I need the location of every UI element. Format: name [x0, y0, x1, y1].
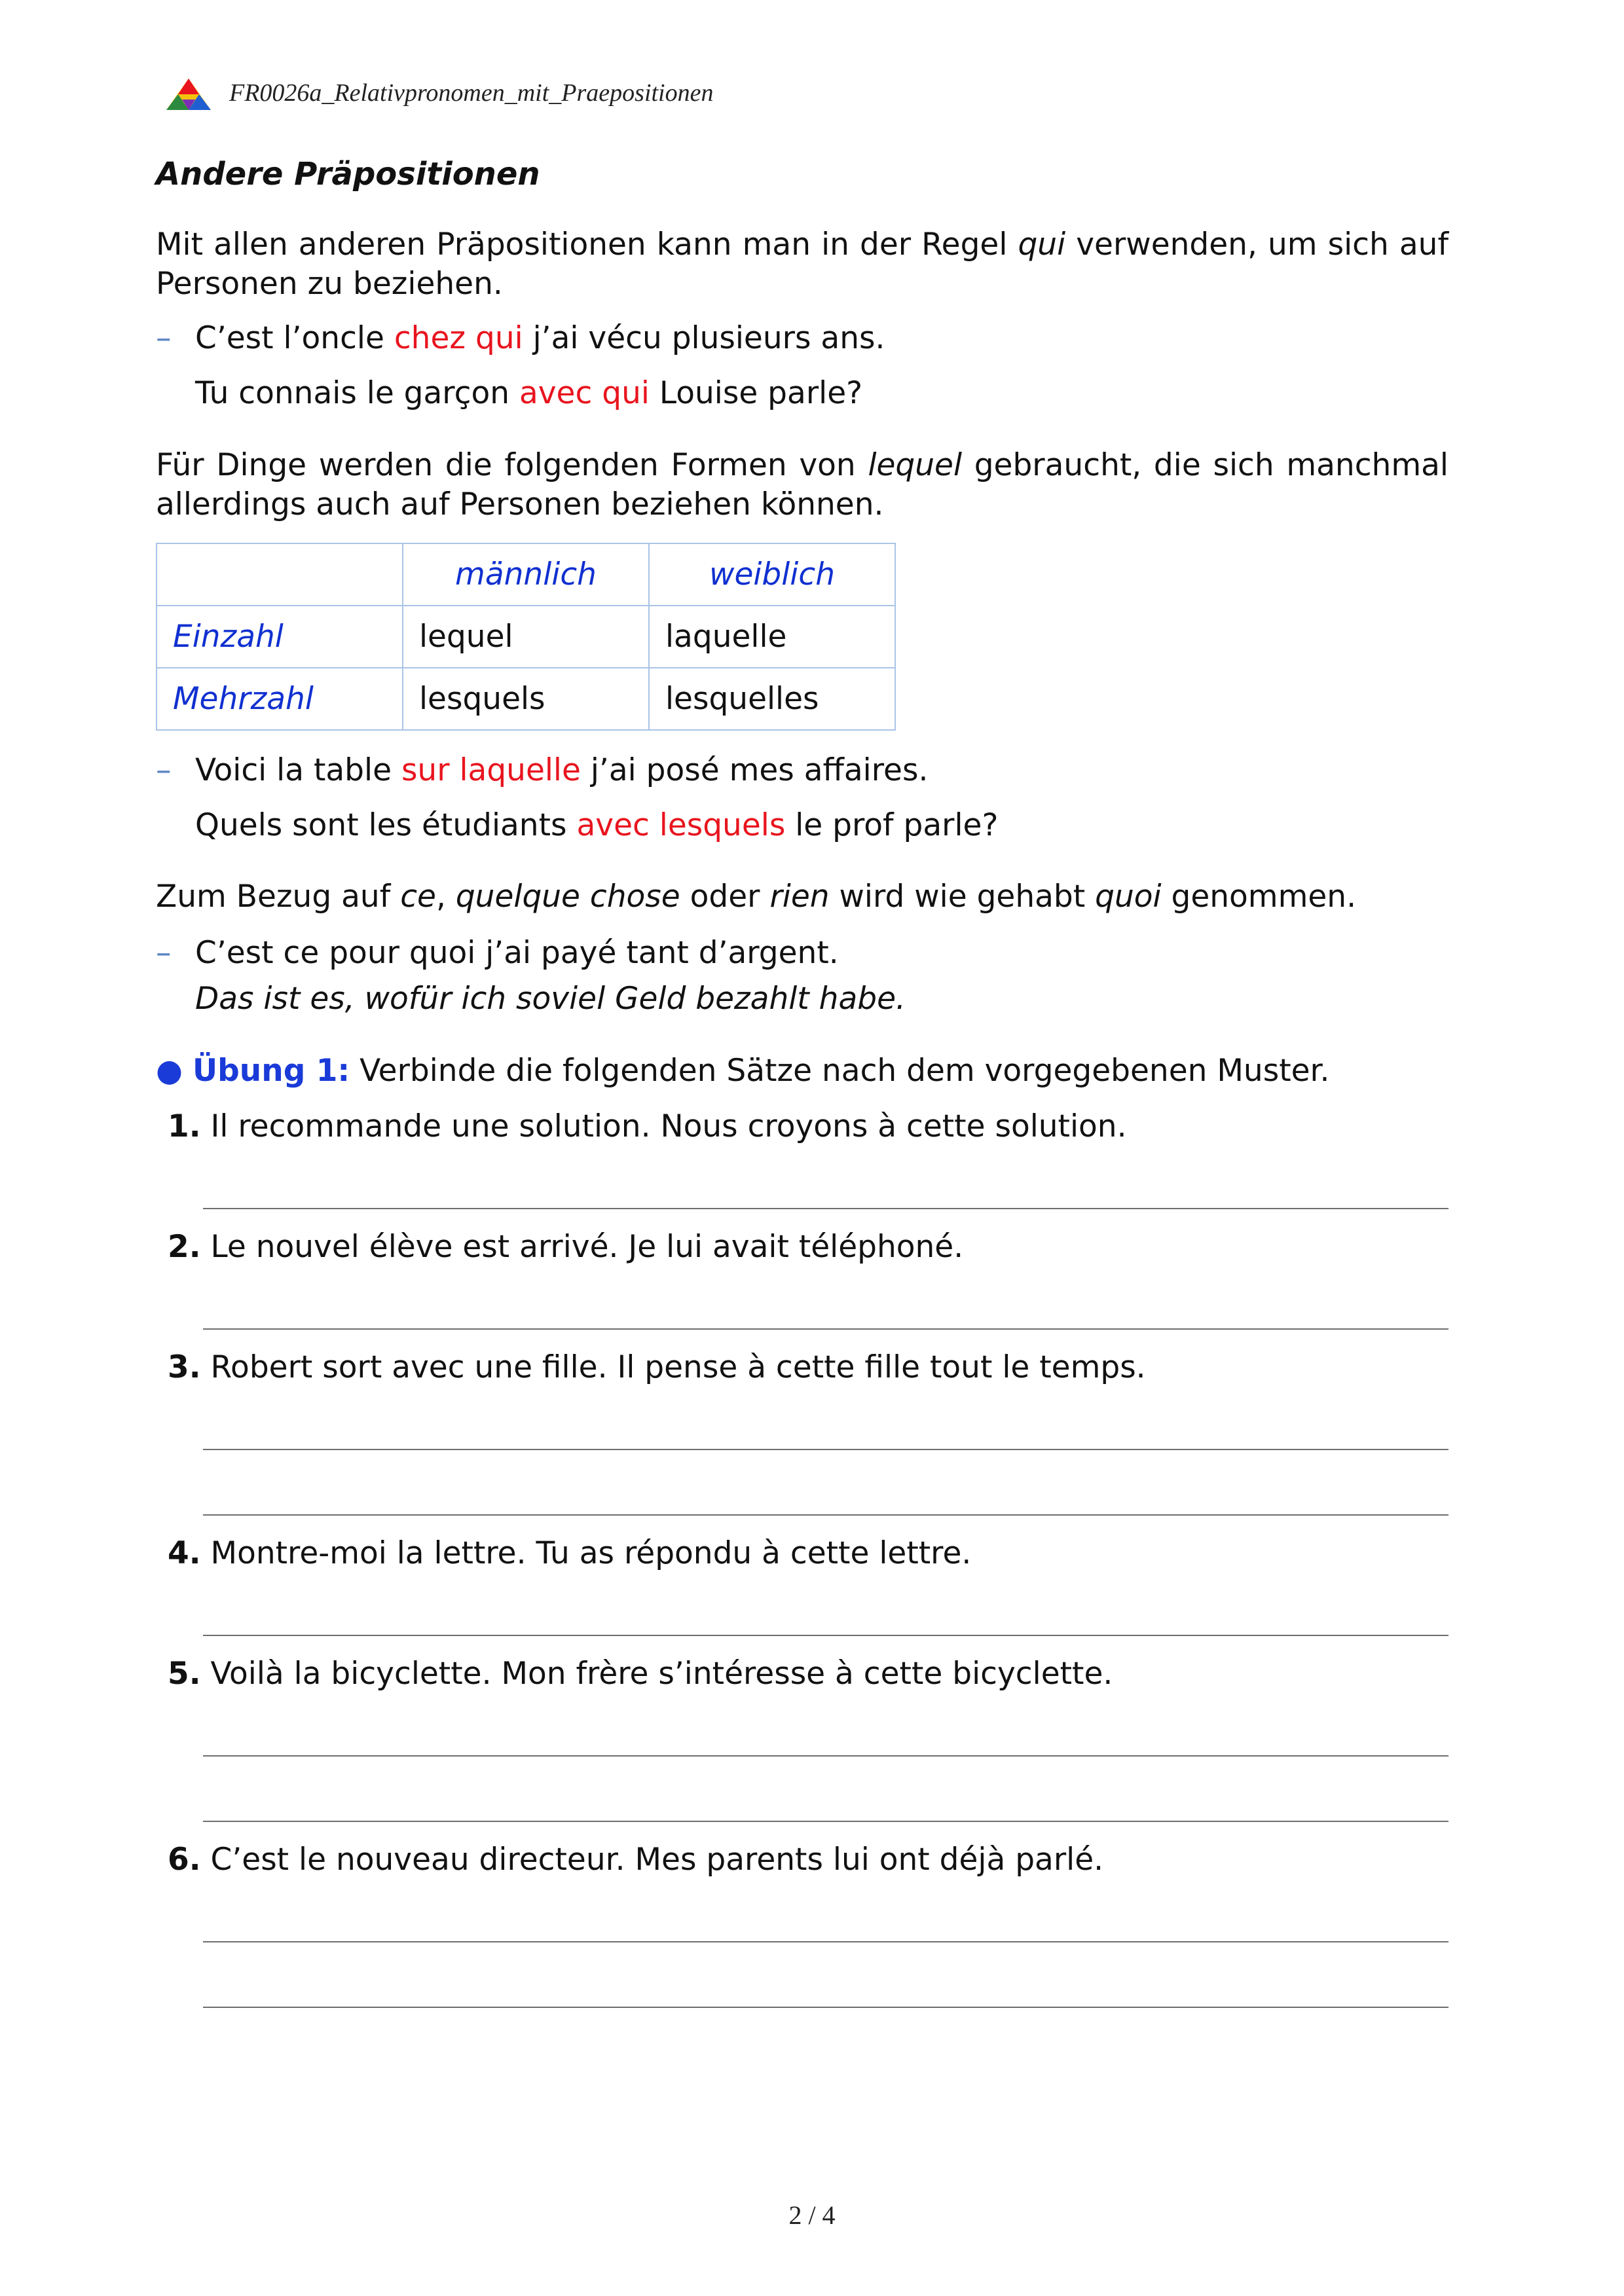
exercise-heading — [156, 1053, 1329, 1089]
exercise-bullet-icon: ● — [156, 1053, 183, 1089]
highlight-avec-qui: avec qui — [519, 375, 650, 411]
exercise-instruction: Verbinde die folgenden Sätze nach dem vorgegebenen Muster. — [360, 1053, 1330, 1089]
answer-line[interactable] — [203, 1449, 1449, 1450]
highlight-sur-laquelle: sur laquelle — [401, 752, 581, 788]
exercise-label: Übung 1: — [192, 1053, 350, 1089]
section-title: Andere Präpositionen — [156, 156, 540, 192]
header-maennlich: männlich — [403, 543, 649, 606]
answer-line[interactable] — [203, 1208, 1449, 1209]
quoi-paragraph: Zum Bezug auf ce, quelque chose oder rien wird wie gehabt quoi genommen. — [156, 879, 1357, 915]
document-filename: FR0026a_Relativpronomen_mit_Praepositionen — [229, 79, 714, 107]
answer-line[interactable] — [203, 1941, 1449, 1942]
dash-bullet: – — [156, 320, 172, 356]
lequel-term: lequel — [868, 447, 963, 483]
example-pour-quoi: – C’est ce pour quoi j’ai payé tant d’argent. — [156, 935, 839, 971]
exercise-item: 4. Montre-moi la lettre. Tu as répondu à cette lettre. — [168, 1535, 972, 1571]
example-avec-qui: Tu connais le garçon avec qui Louise parle? — [195, 375, 863, 411]
dash-bullet: – — [156, 935, 172, 971]
cell-lesquelles: lesquelles — [649, 668, 895, 730]
answer-line[interactable] — [203, 1328, 1449, 1330]
row-label-mehrzahl: Mehrzahl — [157, 668, 403, 730]
cell-lesquels: lesquels — [403, 668, 649, 730]
cell-laquelle: laquelle — [649, 606, 895, 668]
answer-line[interactable] — [203, 1514, 1449, 1516]
table-header-row — [157, 543, 895, 606]
answer-line[interactable] — [203, 1635, 1449, 1636]
table-row — [157, 668, 895, 730]
example-chez-qui: – C’est l’oncle chez qui j’ai vécu plusieurs ans. — [156, 320, 885, 356]
intro-paragraph: Mit allen anderen Präpositionen kann man in der Regel qui verwenden, um sich auf Personen zu beziehen. — [156, 227, 1449, 302]
example-sur-laquelle: – Voici la table sur laquelle j’ai posé mes affaires. — [156, 752, 929, 788]
exercise-item: 5. Voilà la bicyclette. Mon frère s’intéresse à cette bicyclette. — [168, 1656, 1113, 1692]
exercise-item: 3. Robert sort avec une fille. Il pense à cette fille tout le temps. — [168, 1349, 1146, 1385]
header-weiblich: weiblich — [649, 543, 895, 606]
table-row — [157, 606, 895, 668]
exercise-item: 2. Le nouvel élève est arrivé. Je lui avait téléphoné. — [168, 1229, 964, 1265]
example-avec-lesquels: Quels sont les étudiants avec lesquels le prof parle? — [195, 807, 999, 843]
row-label-einzahl: Einzahl — [157, 606, 403, 668]
exercise-item: 1. Il recommande une solution. Nous croyons à cette solution. — [168, 1108, 1127, 1144]
example-translation: Das ist es, wofür ich soviel Geld bezahlt habe. — [195, 981, 906, 1017]
lequel-forms-table — [156, 543, 896, 731]
answer-line[interactable] — [203, 1821, 1449, 1822]
dash-bullet: – — [156, 752, 172, 788]
exercise-item: 6. C’est le nouveau directeur. Mes parents lui ont déjà parlé. — [168, 1842, 1104, 1878]
highlight-chez-qui: chez qui — [394, 320, 523, 356]
answer-line[interactable] — [203, 1755, 1449, 1757]
page-number: 2 / 4 — [788, 2200, 836, 2230]
qui-term: qui — [1018, 227, 1066, 263]
logo-icon — [165, 77, 212, 111]
cell-lequel: lequel — [403, 606, 649, 668]
answer-line[interactable] — [203, 2007, 1449, 2008]
table-corner-cell — [157, 543, 403, 606]
highlight-avec-lesquels: avec lesquels — [576, 807, 786, 843]
lequel-paragraph: Für Dinge werden die folgenden Formen von lequel gebraucht, die sich manchmal allerdings auch auf Personen beziehen können. — [156, 447, 1449, 522]
